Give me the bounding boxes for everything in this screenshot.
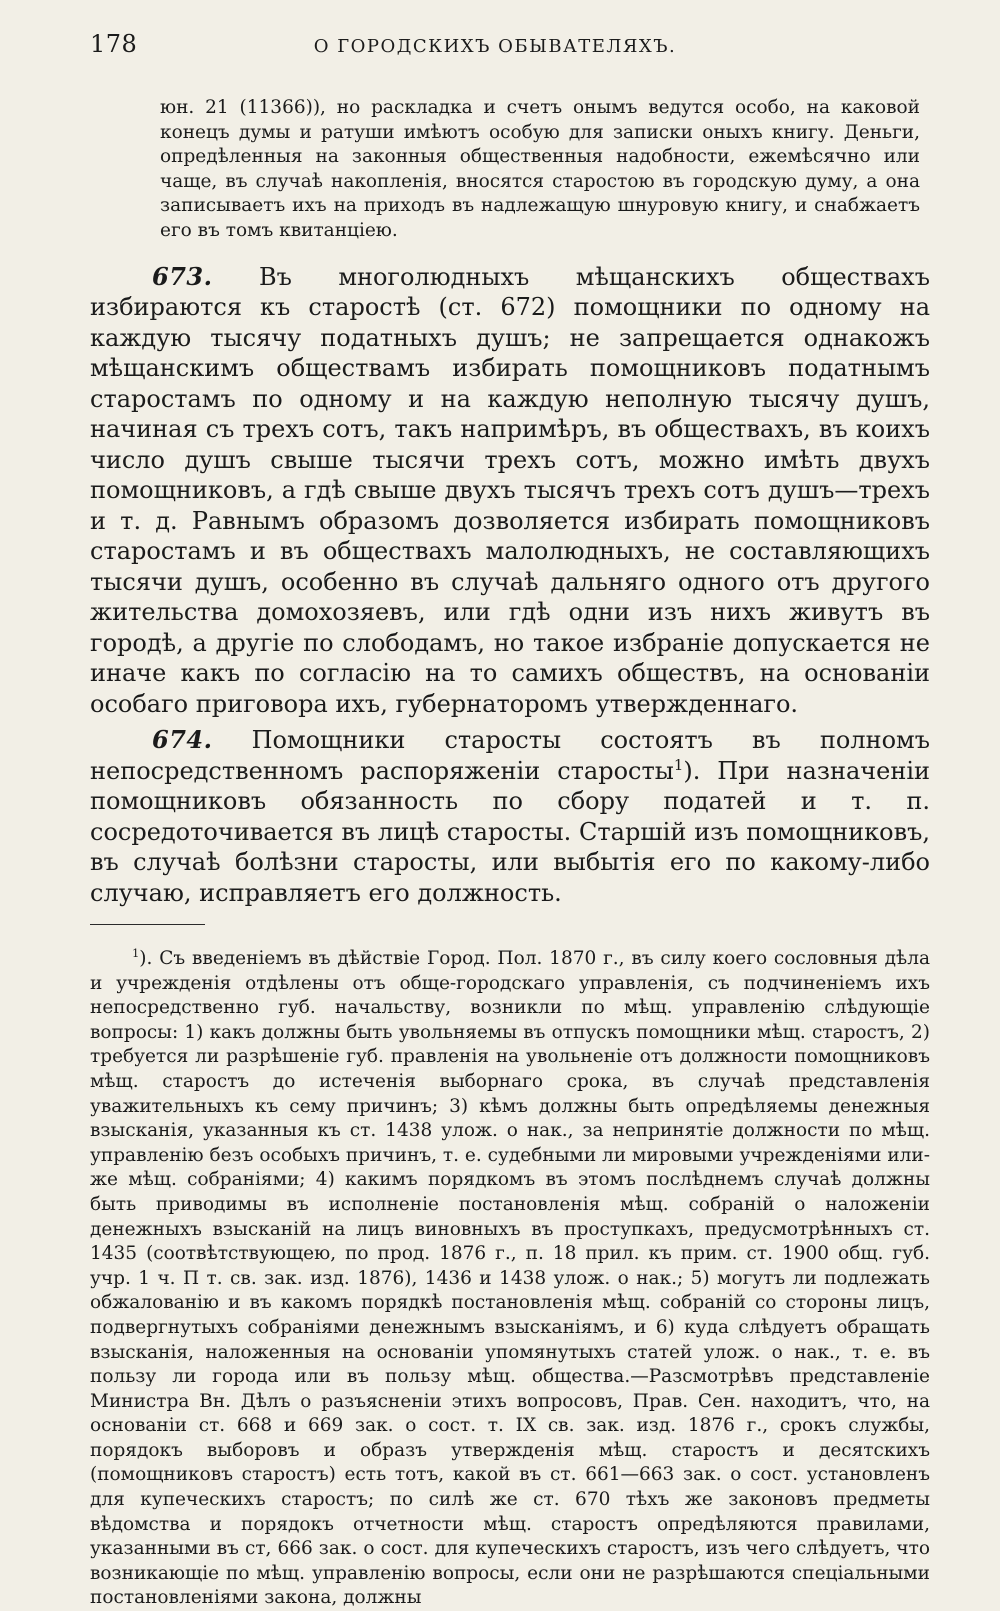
running-title: О ГОРОДСКИХЪ ОБЫВАТЕЛЯХЪ.	[313, 36, 677, 57]
article-text: Въ многолюдныхъ мѣщанскихъ обществахъ избираются къ старостѣ (ст. 672) помощники по одному на каждую тысячу податныхъ душъ; не запрещается однакожъ мѣщанскимъ обществамъ избирать помощниковъ податнымъ старостамъ по одному и на каждую неполную тысячу душъ, начиная съ трехъ сотъ, такъ напримѣръ, въ обществахъ, въ коихъ число душъ свыше тысячи трехъ сотъ, можно имѣть двухъ помощниковъ, а гдѣ свыше двухъ тысячъ трехъ сотъ душъ—трехъ и т. д. Равнымъ образомъ дозволяется избирать помощниковъ старостамъ и въ обществахъ малолюдныхъ, не составляющихъ тысячи душъ, особенно въ случаѣ дальняго одного отъ другого жительства домохозяевъ, или гдѣ одни изъ нихъ живутъ въ городѣ, а другіе по слободамъ, но такое избраніе допускается не иначе какъ по согласію на то самихъ обществъ, на основаніи особаго приговора ихъ, губернаторомъ утвержденнаго.	[90, 262, 930, 718]
footnote-reference[interactable]: 1	[673, 755, 684, 774]
article-number: 674.	[152, 725, 213, 754]
footnote-text: Съ введеніемъ въ дѣйствіе Город. Пол. 1870 г., въ силу коего сословныя дѣла и учрежденія отдѣлены отъ обще-городскаго управленія, съ подчиненіемъ ихъ непосредственно губ. начальству, возникли по мѣщ. управленію слѣдующіе вопросы: 1) какъ должны быть увольняемы въ отпускъ помощники мѣщ. старостъ, 2) требуется ли разрѣшеніе губ. правленія на увольненіе отъ должности помощниковъ мѣщ. старостъ до истеченія выборнаго срока, въ случаѣ представленія уважительныхъ къ сему причинъ; 3) кѣмъ должны быть опредѣляемы денежныя взысканія, указанныя къ ст. 1438 улож. о нак., за непринятіе должности по мѣщ. управленію безъ особыхъ причинъ, т. е. судебными ли мировыми учрежденіями или-же мѣщ. собраніями; 4) какимъ порядкомъ въ этомъ послѣднемъ случаѣ должны быть приводимы въ исполненіе постановленія мѣщ. собраній о наложеніи денежныхъ взысканій на лицъ виновныхъ въ проступкахъ, предусмотрѣнныхъ ст. 1435 (соотвѣтствующею, по прод. 1876 г., п. 18 прил. къ прим. ст. 1900 общ. губ. учр. 1 ч. П т. св. зак. изд. 1876), 1436 и 1438 улож. о нак.; 5) могутъ ли подлежать обжалованію и въ какомъ порядкѣ постановленія мѣщ. собраній со стороны лицъ, подвергнутыхъ собраніями денежнымъ взысканіямъ, и 6) куда слѣдуетъ обращать взысканія, наложенныя на основаніи упомянутыхъ статей улож. о нак., т. е. въ пользу ли города или въ пользу мѣщ. общества.—Разсмотрѣвъ представленіе Министра Вн. Дѣлъ о разъясненіи этихъ вопросовъ, Прав. Сен. находитъ, что, на основаніи ст. 668 и 669 зак. о сост. т. IX св. зак. изд. 1876 г., срокъ службы, порядокъ выборовъ и образъ утвержденія мѣщ. старостъ и десятскихъ (помощниковъ старостъ) есть тотъ, какой въ ст. 661—663 зак. о сост. установленъ для купеческихъ старостъ; по силѣ же ст. 670 тѣхъ же законовъ предметы вѣдомства и порядокъ отчетности мѣщ. старостъ опредѣляются правилами, указанными въ ст, 666 зак. о сост. для купеческихъ старостъ, изъ чего слѣдуетъ, что возникающіе по мѣщ. управленію вопросы, если они не разрѣшаются спеціальными постановленіями закона, должны	[90, 948, 930, 1609]
article-text-after-note: ). При назначеніи помощниковъ обязанность по сбору податей и т. п. сосредоточивается въ лицѣ старосты. Старшій изъ помощниковъ, въ случаѣ болѣзни старосты, или выбытія его по какому-либо случаю, исправляетъ его должность.	[90, 756, 930, 907]
article-number: 673.	[152, 261, 213, 291]
footnote-divider	[90, 924, 205, 925]
page-number: 178	[90, 30, 138, 58]
article-674	[90, 725, 930, 908]
page-header	[90, 30, 930, 58]
footnote-marker: 1	[132, 945, 140, 960]
footnote-marker-suffix: ).	[139, 948, 153, 969]
footnote	[90, 947, 930, 1611]
article-673	[90, 262, 930, 720]
carry-over-paragraph: юн. 21 (11366)), но раскладка и счетъ онымъ ведутся особо, на каковой конецъ думы и ратуши имѣютъ особую для записки оныхъ книгу. Деньги, опредѣленныя на законныя общественныя надобности, ежемѣсячно или чаще, въ случаѣ накопленія, вносятся старостою въ городскую думу, а она записываетъ ихъ на приходъ въ надлежащую шнуровую книгу, и снабжаетъ его въ томъ квитанціею.	[160, 97, 920, 241]
article-text-before-note: Помощники старосты состоятъ въ полномъ непосредственномъ распоряженіи старосты	[90, 726, 930, 785]
